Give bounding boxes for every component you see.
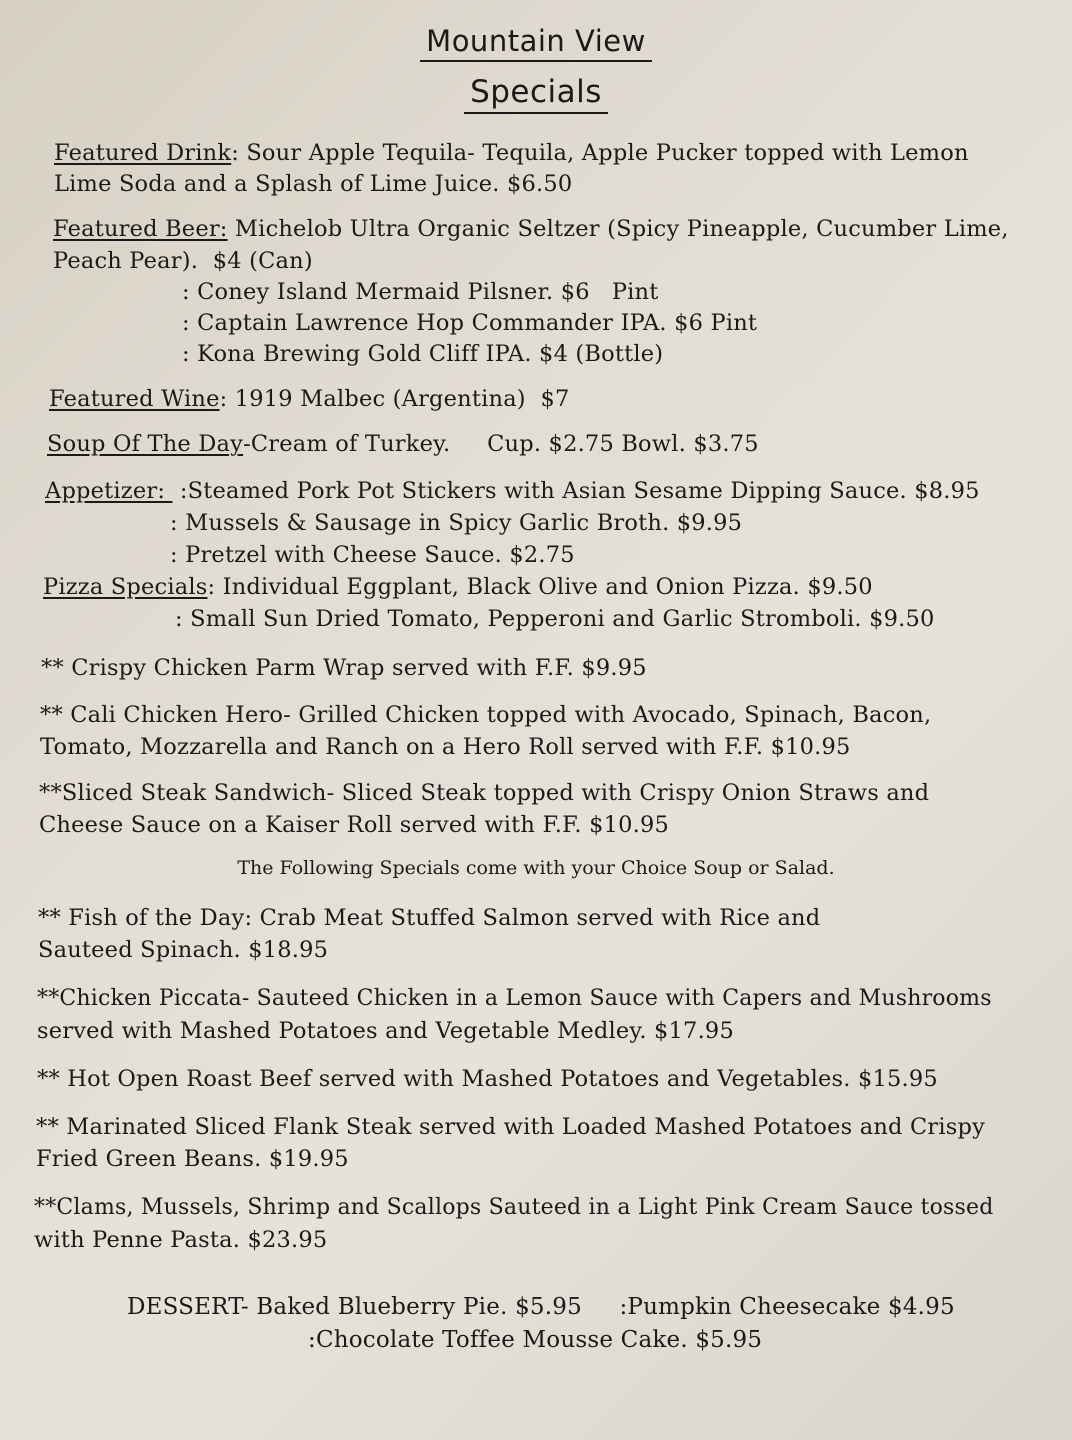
appetizer-label: Appetizer: (45, 478, 173, 504)
featured-beer-line-2: Peach Pear). $4 (Can) (53, 248, 313, 274)
appetizer-line-1: Appetizer: :Steamed Pork Pot Stickers with Asian Sesame Dipping Sauce. $8.95 (45, 478, 980, 504)
entree-seafood-line-1: **Clams, Mussels, Shrimp and Scallops Sauteed in a Light Pink Cream Sauce tossed (34, 1195, 994, 1220)
soup-of-the-day-line: Soup Of The Day-Cream of Turkey. Cup. $2.75 Bowl. $3.75 (47, 431, 759, 457)
special-steak-sandwich-line-1: **Sliced Steak Sandwich- Sliced Steak topped with Crispy Onion Straws and (39, 780, 930, 806)
soup-label: Soup Of The Day (47, 431, 244, 457)
featured-beer-line-1: Featured Beer: Michelob Ultra Organic Seltzer (Spicy Pineapple, Cucumber Lime, (53, 216, 1009, 242)
featured-beer-label: Featured Beer: (53, 216, 228, 242)
entree-piccata-line-1: **Chicken Piccata- Sauteed Chicken in a Lemon Sauce with Capers and Mushrooms (37, 986, 992, 1011)
appetizer-item: : Mussels & Sausage in Spicy Garlic Broth. $9.95 (170, 510, 743, 536)
beer-item: : Captain Lawrence Hop Commander IPA. $6 Pint (182, 310, 758, 336)
dessert-line-2: :Chocolate Toffee Mousse Cake. $5.95 (308, 1327, 763, 1353)
featured-wine-label: Featured Wine (49, 386, 220, 412)
menu-subtitle: Specials (0, 74, 1072, 114)
special-cali-hero-line-2: Tomato, Mozzarella and Ranch on a Hero Roll served with F.F. $10.95 (40, 734, 851, 760)
beer-item: : Kona Brewing Gold Cliff IPA. $4 (Bottle) (182, 341, 664, 367)
soup-salad-note: The Following Specials come with your Choice Soup or Salad. (237, 857, 835, 879)
entree-flank-steak-line-2: Fried Green Beans. $19.95 (36, 1146, 349, 1172)
entree-fish-line-2: Sauteed Spinach. $18.95 (38, 937, 329, 963)
appetizer-item: : Pretzel with Cheese Sauce. $2.75 (170, 542, 575, 568)
pizza-specials-line-1: Pizza Specials: Individual Eggplant, Black Olive and Onion Pizza. $9.50 (43, 574, 873, 600)
entree-roast-beef: ** Hot Open Roast Beef served with Mashed Potatoes and Vegetables. $15.95 (37, 1066, 938, 1092)
entree-seafood-line-2: with Penne Pasta. $23.95 (34, 1227, 328, 1253)
featured-drink-label: Featured Drink (54, 140, 232, 166)
entree-flank-steak-line-1: ** Marinated Sliced Flank Steak served with Loaded Mashed Potatoes and Crispy (36, 1114, 986, 1140)
menu-title: Mountain View (0, 24, 1072, 62)
special-wrap: ** Crispy Chicken Parm Wrap served with F.F. $9.95 (41, 655, 647, 681)
special-cali-hero-line-1: ** Cali Chicken Hero- Grilled Chicken topped with Avocado, Spinach, Bacon, (40, 702, 932, 728)
featured-drink-line-2: Lime Soda and a Splash of Lime Juice. $6.50 (54, 171, 573, 197)
featured-wine-line: Featured Wine: 1919 Malbec (Argentina) $7 (49, 386, 570, 412)
entree-piccata-line-2: served with Mashed Potatoes and Vegetable Medley. $17.95 (37, 1018, 734, 1044)
special-steak-sandwich-line-2: Cheese Sauce on a Kaiser Roll served with F.F. $10.95 (39, 812, 670, 838)
pizza-specials-line-2: : Small Sun Dried Tomato, Pepperoni and Garlic Stromboli. $9.50 (175, 606, 935, 632)
pizza-specials-label: Pizza Specials (43, 574, 208, 600)
featured-drink-line-1: Featured Drink: Sour Apple Tequila- Tequila, Apple Pucker topped with Lemon (54, 140, 969, 166)
entree-fish-line-1: ** Fish of the Day: Crab Meat Stuffed Salmon served with Rice and (38, 905, 821, 931)
beer-item: : Coney Island Mermaid Pilsner. $6 Pint (182, 279, 659, 305)
dessert-line-1: DESSERT- Baked Blueberry Pie. $5.95 :Pumpkin Cheesecake $4.95 (127, 1294, 955, 1320)
